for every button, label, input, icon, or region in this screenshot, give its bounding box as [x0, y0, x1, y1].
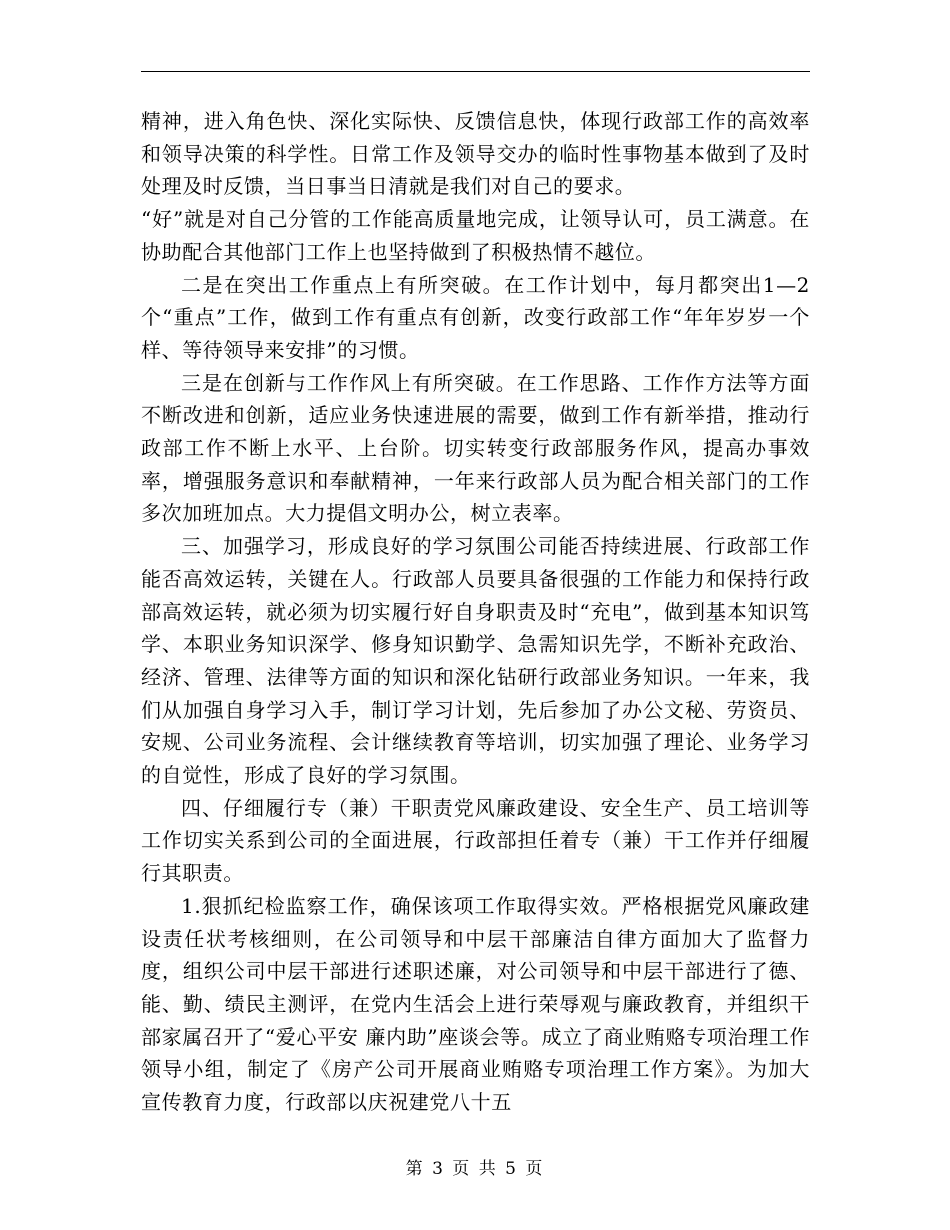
- body-text: [141, 105, 810, 1119]
- paragraph-6: 四、仔细履行专（兼）干职责党风廉政建设、安全生产、员工培训等工作切实关系到公司的全面进展，行政部担任着专（兼）干工作并仔细履行其职责。: [141, 795, 810, 886]
- paragraph-4: 三是在创新与工作作风上有所突破。在工作思路、工作作方法等方面不断改进和创新，适应业务快速进展的需要，做到工作有新举措，推动行政部工作不断上水平、上台阶。切实转变行政部服务作风，提高办事效率，增强服务意识和奉献精神，一年来行政部人员为配合相关部门的工作多次加班加点。大力提倡文明办公，树立表率。: [141, 370, 810, 526]
- paragraph-1: 精神，进入角色快、深化实际快、反馈信息快，体现行政部工作的高效率和领导决策的科学性。日常工作及领导交办的临时性事物基本做到了及时处理及时反馈，当日事当日清就是我们对自己的要求。: [141, 109, 810, 199]
- page-number-footer: 第 3 页 共 5 页: [405, 1159, 545, 1179]
- header-rule: [141, 71, 810, 72]
- paragraph-7: 1.狠抓纪检监察工作，确保该项工作取得实效。严格根据党风廉政建设责任状考核细则，在公司领导和中层干部廉洁自律方面加大了监督力度，组织公司中层干部进行述职述廉，对公司领导和中层干部进行了德、能、勤、绩民主测评，在党内生活会上进行荣辱观与廉政教育，并组织干部家属召开了“爱心平安 廉内助”座谈会等。成立了商业贿赂专项治理工作领导小组，制定了《房产公司开展商业贿赂专项治理工作方案》。为加大宣传教育力度，行政部以庆祝建党八十五: [141, 893, 810, 1115]
- paragraph-2: “好”就是对自己分管的工作能高质量地完成，让领导认可，员工满意。在协助配合其他部门工作上也坚持做到了积极热情不越位。: [141, 207, 810, 264]
- paragraph-5: 三、加强学习，形成良好的学习氛围公司能否持续进展、行政部工作能否高效运转，关键在人。行政部人员要具备很强的工作能力和保持行政部高效运转，就必须为切实履行好自身职责及时“充电”，做到基本知识笃学、本职业务知识深学、修身知识勤学、急需知识先学，不断补充政治、经济、管理、法律等方面的知识和深化钻研行政部业务知识。一年来，我们从加强自身学习入手，制订学习计划，先后参加了办公文秘、劳资员、安规、公司业务流程、会计继续教育等培训，切实加强了理论、业务学习的自觉性，形成了良好的学习氛围。: [141, 534, 810, 788]
- paragraph-3: 二是在突出工作重点上有所突破。在工作计划中，每月都突出1—2个“重点”工作，做到工作有重点有创新，改变行政部工作“年年岁岁一个样、等待领导来安排”的习惯。: [141, 272, 810, 362]
